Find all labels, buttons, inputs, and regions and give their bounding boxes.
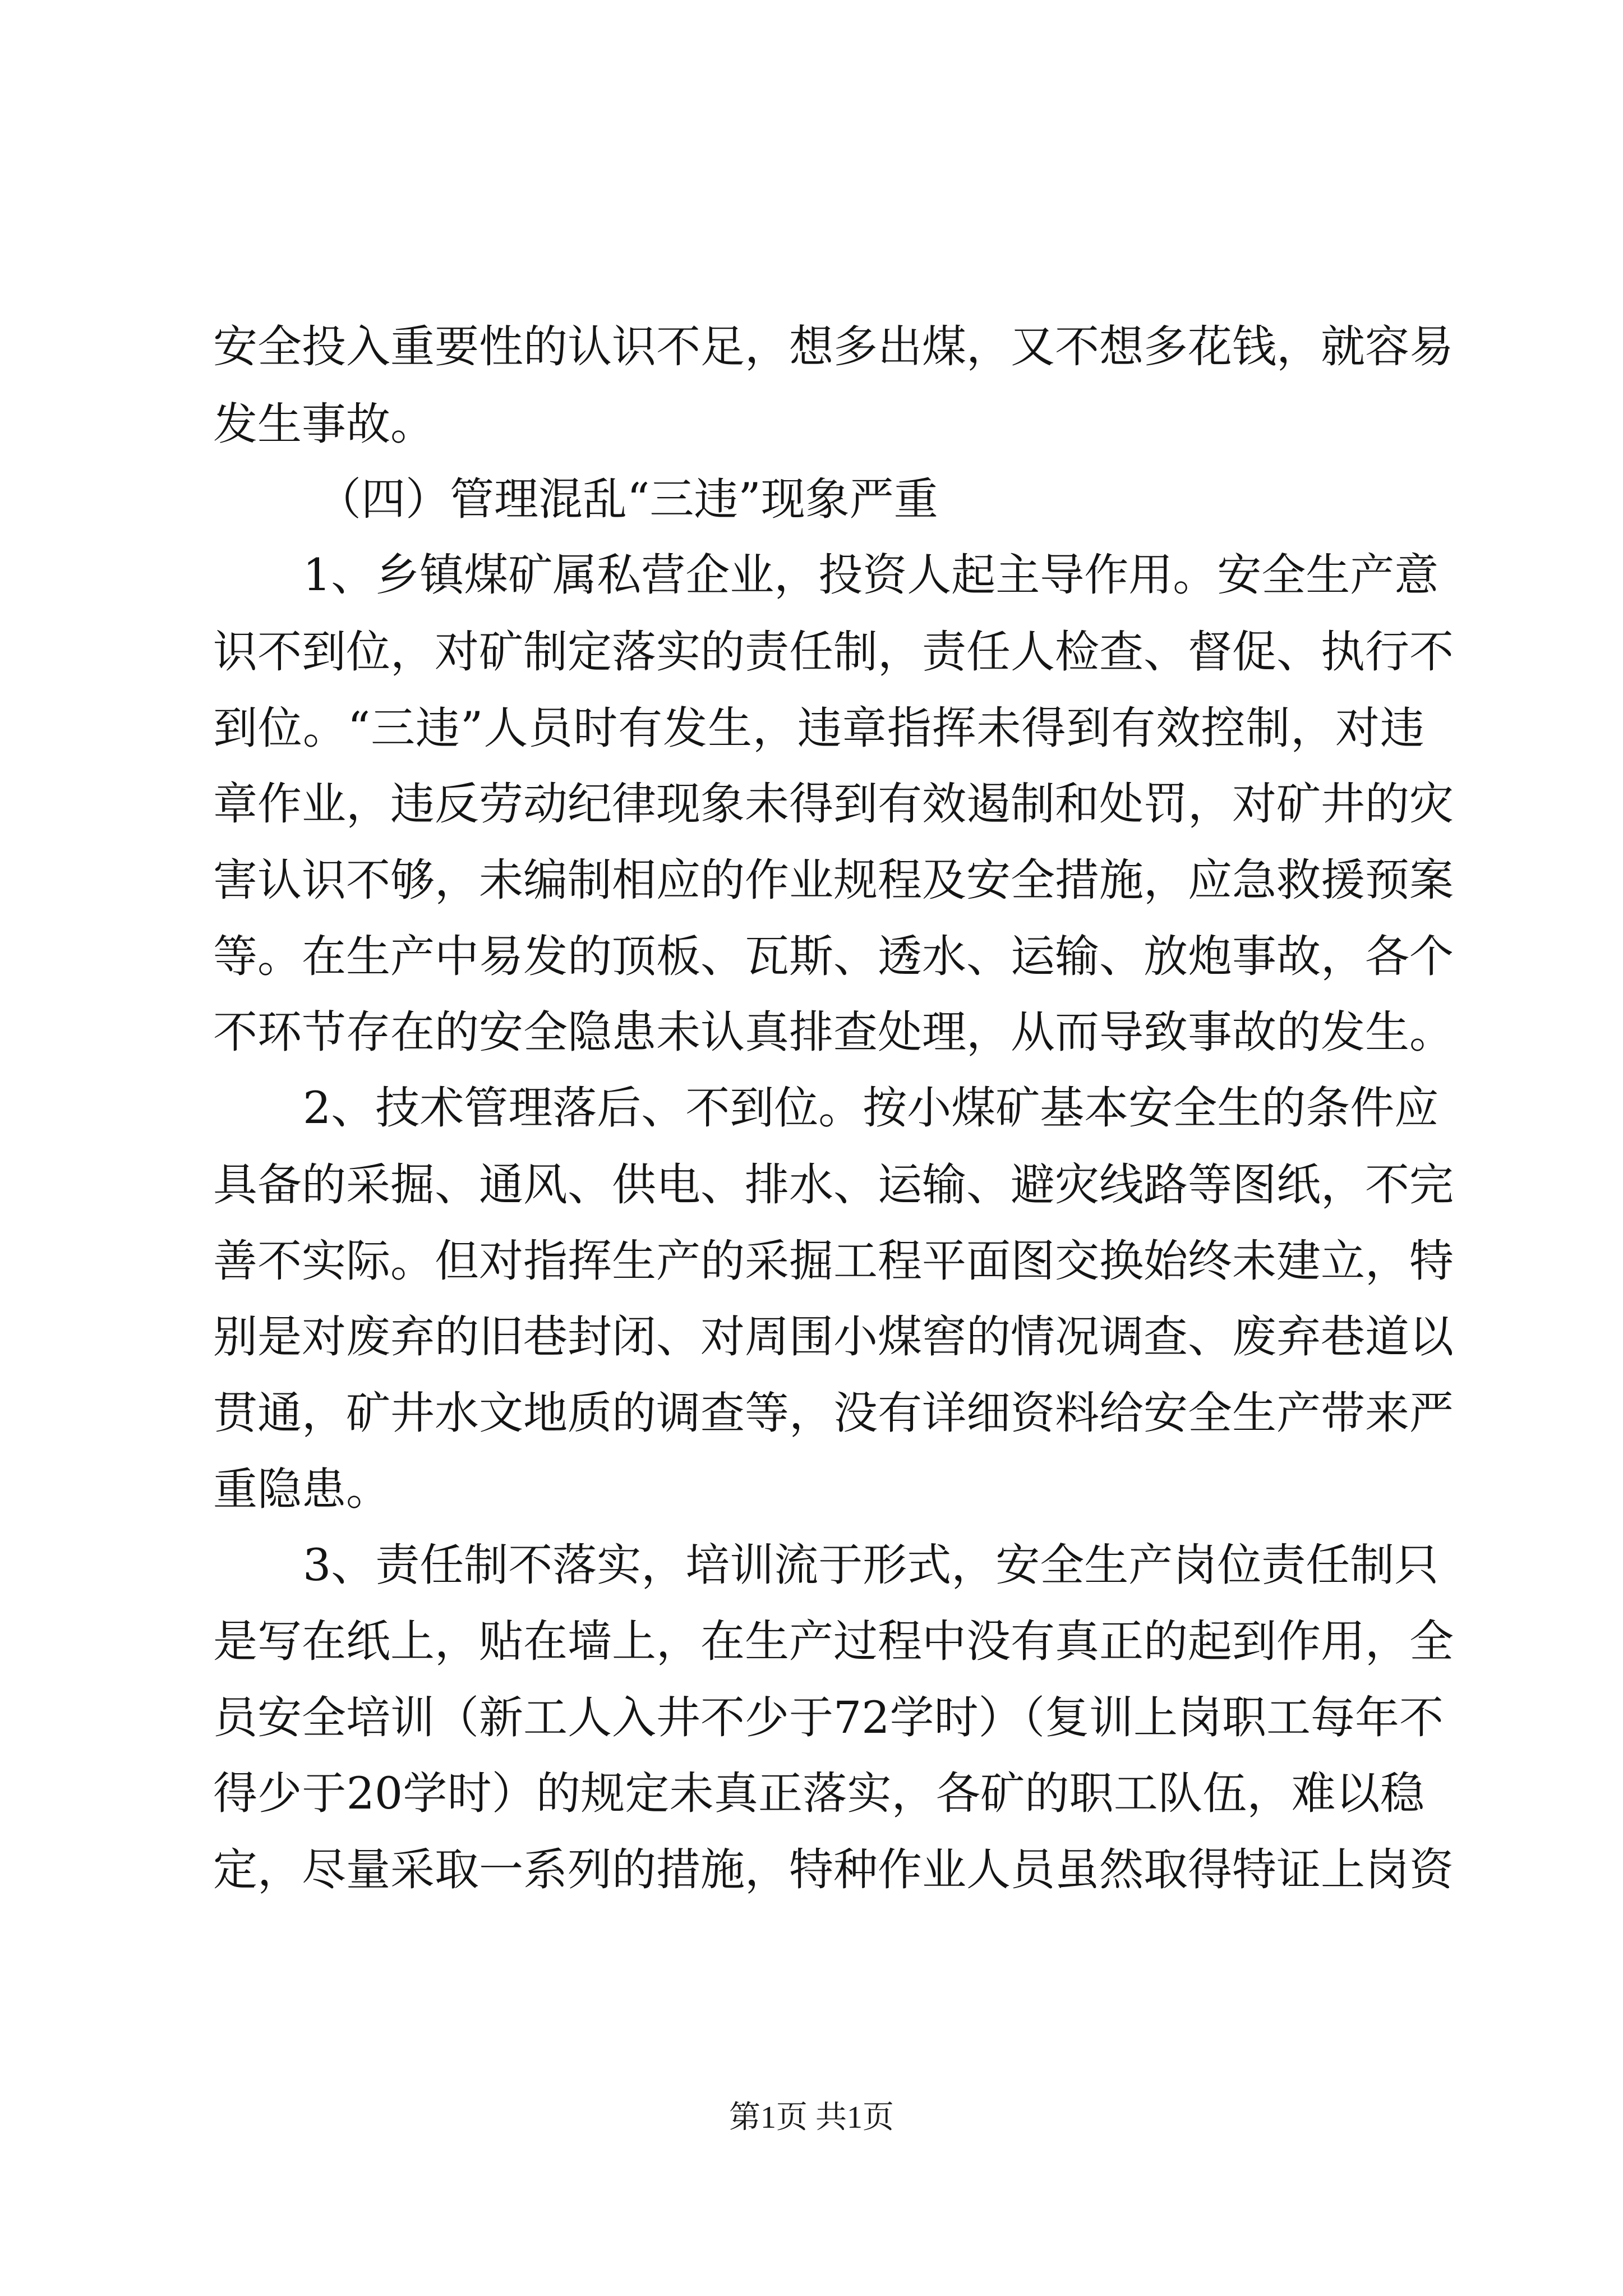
body-text-line: 是写在纸上，贴在墙上，在生产过程中没有真正的起到作用，全 bbox=[213, 1616, 1454, 1667]
body-text-line: 别是对废弃的旧巷封闭、对周围小煤窖的情况调查、废弃巷道以 bbox=[213, 1311, 1454, 1363]
page-number-footer: 第1页 共1页 bbox=[729, 2100, 894, 2135]
body-text-line: 害认识不够，未编制相应的作业规程及安全措施，应急救援预案 bbox=[213, 854, 1454, 906]
paragraph-first-line: 3、责任制不落实，培训流于形式，安全生产岗位责任制只 bbox=[303, 1539, 1439, 1591]
body-text-line: 具备的采掘、通风、供电、排水、运输、避灾线路等图纸，不完 bbox=[213, 1159, 1454, 1211]
body-text-line: 等。在生产中易发的顶板、瓦斯、透水、运输、放炮事故，各个 bbox=[213, 931, 1454, 982]
body-text-line: 发生事故。 bbox=[213, 398, 435, 450]
body-text-line: 善不实际。但对指挥生产的采掘工程平面图交换始终未建立，特 bbox=[213, 1235, 1454, 1287]
body-text-line: 员安全培训（新工人入井不少于72学时）（复训上岗职工每年不 bbox=[213, 1692, 1444, 1743]
body-text-line: 识不到位，对矿制定落实的责任制，责任人检查、督促、执行不 bbox=[213, 626, 1454, 678]
body-text-line: 不环节存在的安全隐患未认真排查处理，从而导致事故的发生。 bbox=[213, 1006, 1454, 1058]
body-text-line: 到位。“三违”人员时有发生，违章指挥未得到有效控制，对违 bbox=[213, 702, 1424, 754]
body-text-line: 贯通，矿井水文地质的调查等，没有详细资料给安全生产带来严 bbox=[213, 1387, 1454, 1439]
body-text-line: 安全投入重要性的认识不足，想多出煤，又不想多花钱，就容易 bbox=[213, 321, 1454, 372]
body-text-line: 定，尽量采取一系列的措施，特种作业人员虽然取得特证上岗资 bbox=[213, 1844, 1454, 1895]
paragraph-first-line: 2、技术管理落后、不到位。按小煤矿基本安全生的条件应 bbox=[303, 1082, 1439, 1134]
section-heading: （四）管理混乱“三违”现象严重 bbox=[317, 473, 938, 525]
body-text-line: 重隐患。 bbox=[213, 1464, 390, 1515]
body-text-line: 章作业，违反劳动纪律现象未得到有效遏制和处罚，对矿井的灾 bbox=[213, 778, 1454, 830]
body-text-line: 得少于20学时）的规定未真正落实，各矿的职工队伍，难以稳 bbox=[213, 1768, 1424, 1819]
paragraph-first-line: 1、乡镇煤矿属私营企业，投资人起主导作用。安全生产意 bbox=[303, 549, 1439, 601]
